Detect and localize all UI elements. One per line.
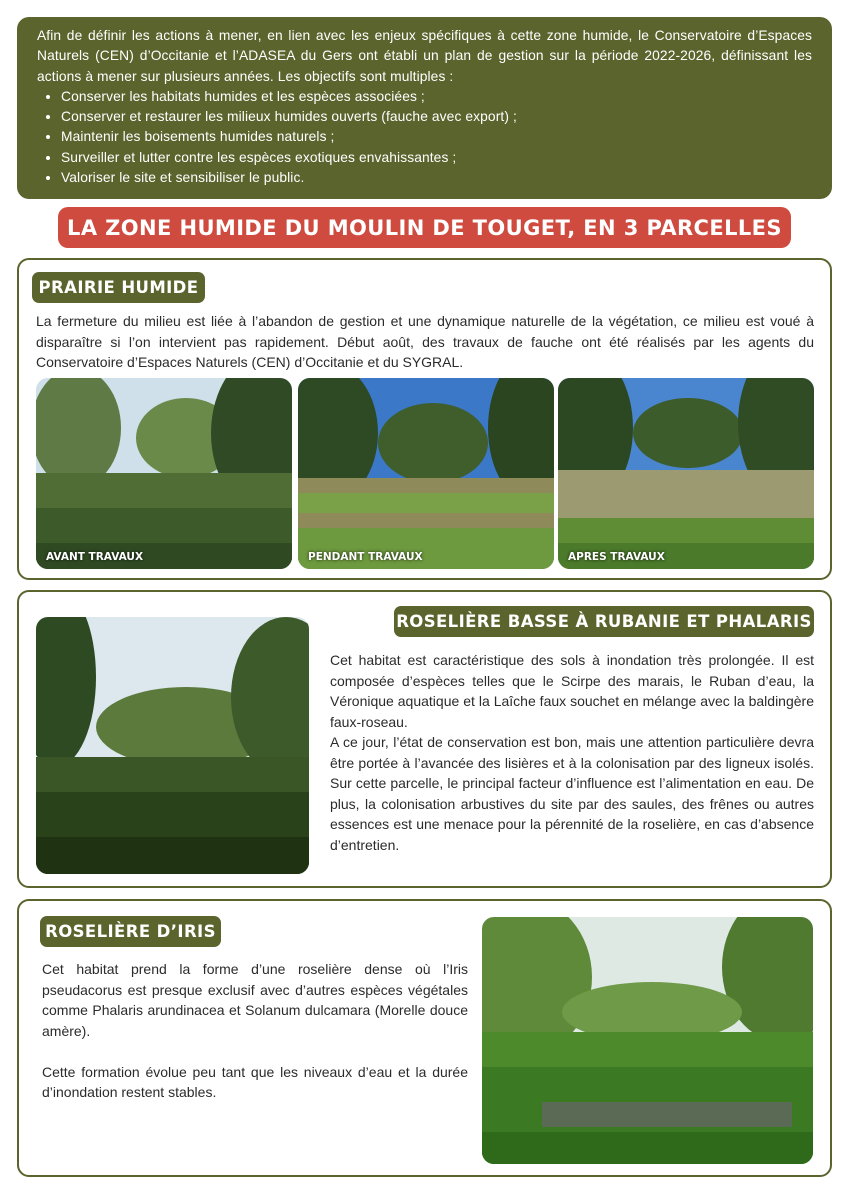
meadow-photo-icon	[298, 378, 554, 569]
section-paragraph: Cet habitat est caractéristique des sols à inondation très prolongée. Il est composée d’espèces telles que le Scirpe des marais, le Ruban d’eau, la Véronique aquatique et la Laîche faux souchet en mélange avec la baldingère faux-roseau.	[330, 652, 814, 730]
meadow-photo-icon	[36, 378, 292, 569]
caption-apres: APRES TRAVAUX	[568, 551, 665, 563]
section-title: PRAIRIE HUMIDE	[32, 272, 205, 303]
caption-pendant: PENDANT TRAVAUX	[308, 551, 423, 563]
caption-avant: AVANT TRAVAUX	[46, 551, 144, 563]
section-paragraph: Cette formation évolue peu tant que les niveaux d’eau et la durée d’inondation restent stables.	[42, 1063, 468, 1100]
objectives-list	[37, 87, 812, 188]
intro-paragraph: Afin de définir les actions à mener, en lien avec les enjeux spécifiques à cette zone humide, le Conservatoire d’Espaces Naturels (CEN) d’Occitanie et l’ADASEA du Gers ont établi un plan de gestion sur la période 2022-2026, définissant les actions à mener sur plusieurs années. Les objectifs sont multiples :	[37, 28, 812, 84]
section-roseliere-iris	[17, 899, 832, 1177]
section-roseliere-basse	[17, 590, 832, 888]
section-prairie-humide	[17, 258, 832, 580]
photo-apres-travaux	[558, 378, 814, 569]
objective-item: • Maintenir les boisements humides naturels ;	[61, 127, 812, 147]
section-title: ROSELIÈRE BASSE À RUBANIE ET PHALARIS	[394, 606, 814, 637]
parcels-banner: LA ZONE HUMIDE DU MOULIN DE TOUGET, EN 3 PARCELLES	[58, 207, 791, 248]
intro-box	[17, 17, 832, 199]
section-paragraph: Cet habitat prend la forme d’une roselière dense où l’Iris pseudacorus est presque exclusif avec d’autres espèces végétales comme Phalaris arundinacea et Solanum dulcamara (Morelle douce amère).	[42, 961, 468, 1039]
objective-item: • Valoriser le site et sensibiliser le public.	[61, 168, 812, 188]
objective-item: • Conserver les habitats humides et les espèces associées ;	[61, 87, 812, 107]
meadow-photo-icon	[558, 378, 814, 569]
section-text: La fermeture du milieu est liée à l’abandon de gestion et une dynamique naturelle de la végétation, ce milieu est voué à disparaître si l’on intervient pas rapidement. Début août, des travaux de fauche ont été réalisés par les agents du Conservatoire d’Espaces Naturels (CEN) d’Occitanie et du SYGRAL.	[36, 313, 814, 370]
section-text	[42, 959, 468, 1103]
section-paragraph: A ce jour, l’état de conservation est bon, mais une attention particulière devra être portée à l’avancée des lisières et à la colonisation par des ligneux isolés. Sur cette parcelle, le principal facteur d’influence est l’alimentation en eau. De plus, la colonisation arbustives du site par des saules, des frênes ou autres essences est une menace pour la pérennité de la roselière, en cas d’absence d’entretien.	[330, 734, 814, 853]
section-text	[330, 650, 814, 855]
photo-roseliere-iris	[482, 917, 813, 1164]
objective-item: • Conserver et restaurer les milieux humides ouverts (fauche avec export) ;	[61, 107, 812, 127]
reedbed-photo-icon	[36, 617, 309, 874]
section-title: ROSELIÈRE D’IRIS	[40, 916, 221, 947]
objective-item: • Surveiller et lutter contre les espèces exotiques envahissantes ;	[61, 148, 812, 168]
photo-avant-travaux	[36, 378, 292, 569]
iris-reedbed-photo-icon	[482, 917, 813, 1164]
photo-pendant-travaux	[298, 378, 554, 569]
photo-roseliere-basse	[36, 617, 309, 874]
